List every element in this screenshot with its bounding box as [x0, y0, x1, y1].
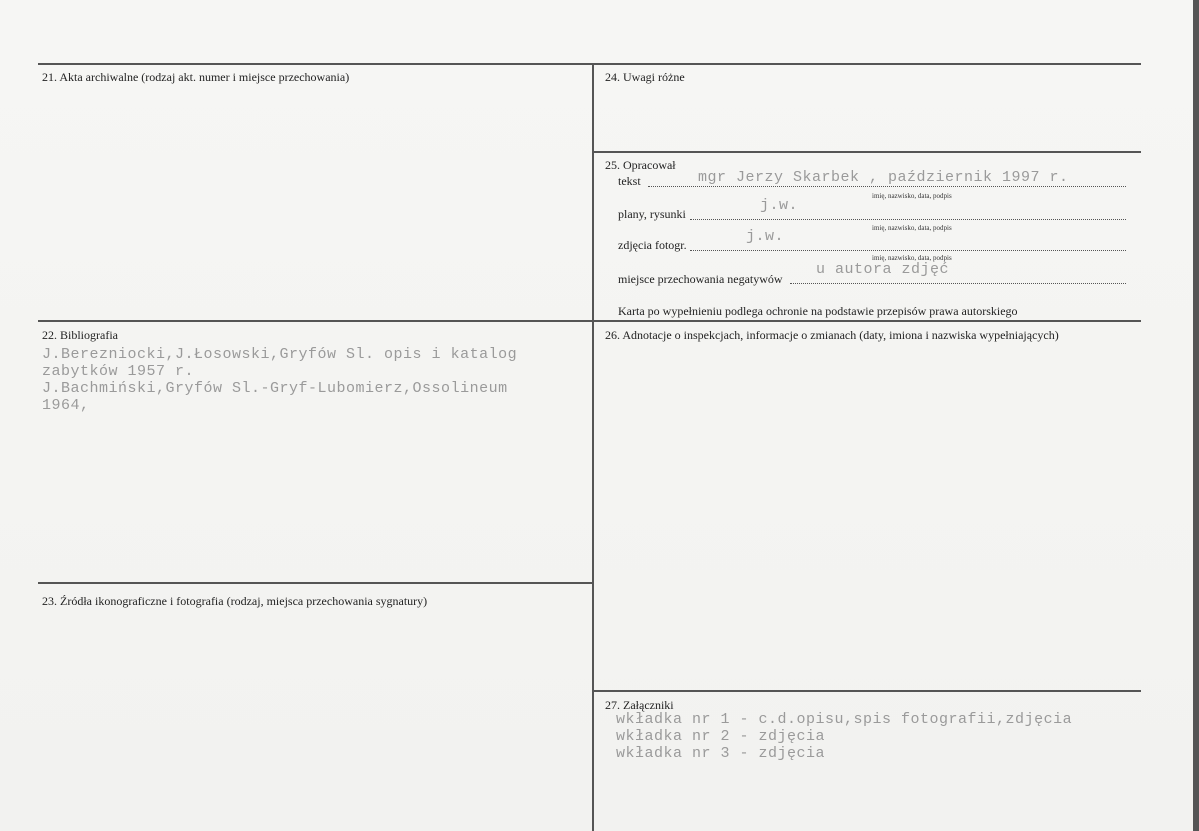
text-author-dots [648, 186, 1126, 187]
section-23-label: 23. Źródła ikonograficzne i fotografia (rodzaj, miejsca przechowania sygnatury) [42, 594, 428, 608]
section-22-label: 22. Bibliografia [42, 328, 118, 342]
plans-author-value: j.w. [760, 197, 799, 214]
photos-author-caption: imię, nazwisko, data, podpis [872, 254, 952, 262]
section-24-label: 24. Uwagi różne [605, 70, 685, 84]
photos-author-label: zdjęcia fotogr. [618, 238, 687, 252]
text-author-value: mgr Jerzy Skarbek , październik 1997 r. [698, 169, 1069, 186]
bibliography-line: J.Bachmiński,Gryfów Sl.-Gryf-Lubomierz,Ossolineum [42, 380, 508, 397]
bibliography-line: zabytków 1957 r. [42, 363, 195, 380]
bibliography-line: J.Berezniocki,J.Łosowski,Gryfów Sl. opis i katalog [42, 346, 518, 363]
rule-24-25 [593, 151, 1141, 153]
section-21-label: 21. Akta archiwalne (rodzaj akt. numer i miejsce przechowania) [42, 70, 350, 84]
top-rule [38, 63, 1141, 65]
attachment-line: wkładka nr 3 - zdjęcia [616, 745, 826, 762]
plans-author-caption: imię, nazwisko, data, podpis [872, 224, 952, 232]
rule-22-23 [38, 582, 593, 584]
plans-author-dots [690, 219, 1126, 220]
card-edge [1193, 0, 1199, 831]
plans-author-label: plany, rysunki [618, 207, 686, 221]
bibliography-line: 1964, [42, 397, 90, 414]
copyright-note: Karta po wypełnieniu podlega ochronie na podstawie przepisów prawa autorskiego [618, 304, 1018, 318]
section-25-label: 25. Opracował [605, 158, 676, 172]
text-author-caption: imię, nazwisko, data, podpis [872, 192, 952, 200]
rule-26-27 [593, 690, 1141, 692]
photos-author-dots [690, 250, 1126, 251]
negatives-location-dots [790, 283, 1126, 284]
attachments-list [616, 711, 1072, 762]
attachment-line: wkładka nr 2 - zdjęcia [616, 728, 826, 745]
negatives-location-label: miejsce przechowania negatywów [618, 272, 783, 286]
photos-author-value: j.w. [746, 228, 785, 245]
rule-21-22 [38, 320, 1141, 322]
attachment-line: wkładka nr 1 - c.d.opisu,spis fotografii,zdjęcia [616, 711, 1073, 728]
section-27-label: 27. Załączniki [605, 698, 674, 712]
text-author-label: tekst [618, 174, 641, 188]
bibliography-entries [42, 346, 517, 414]
section-26-label: 26. Adnotacje o inspekcjach, informacje o zmianach (daty, imiona i nazwiska wypełniających) [605, 328, 1059, 342]
center-divider [592, 63, 594, 831]
negatives-location-value: u autora zdjęć [816, 261, 950, 278]
